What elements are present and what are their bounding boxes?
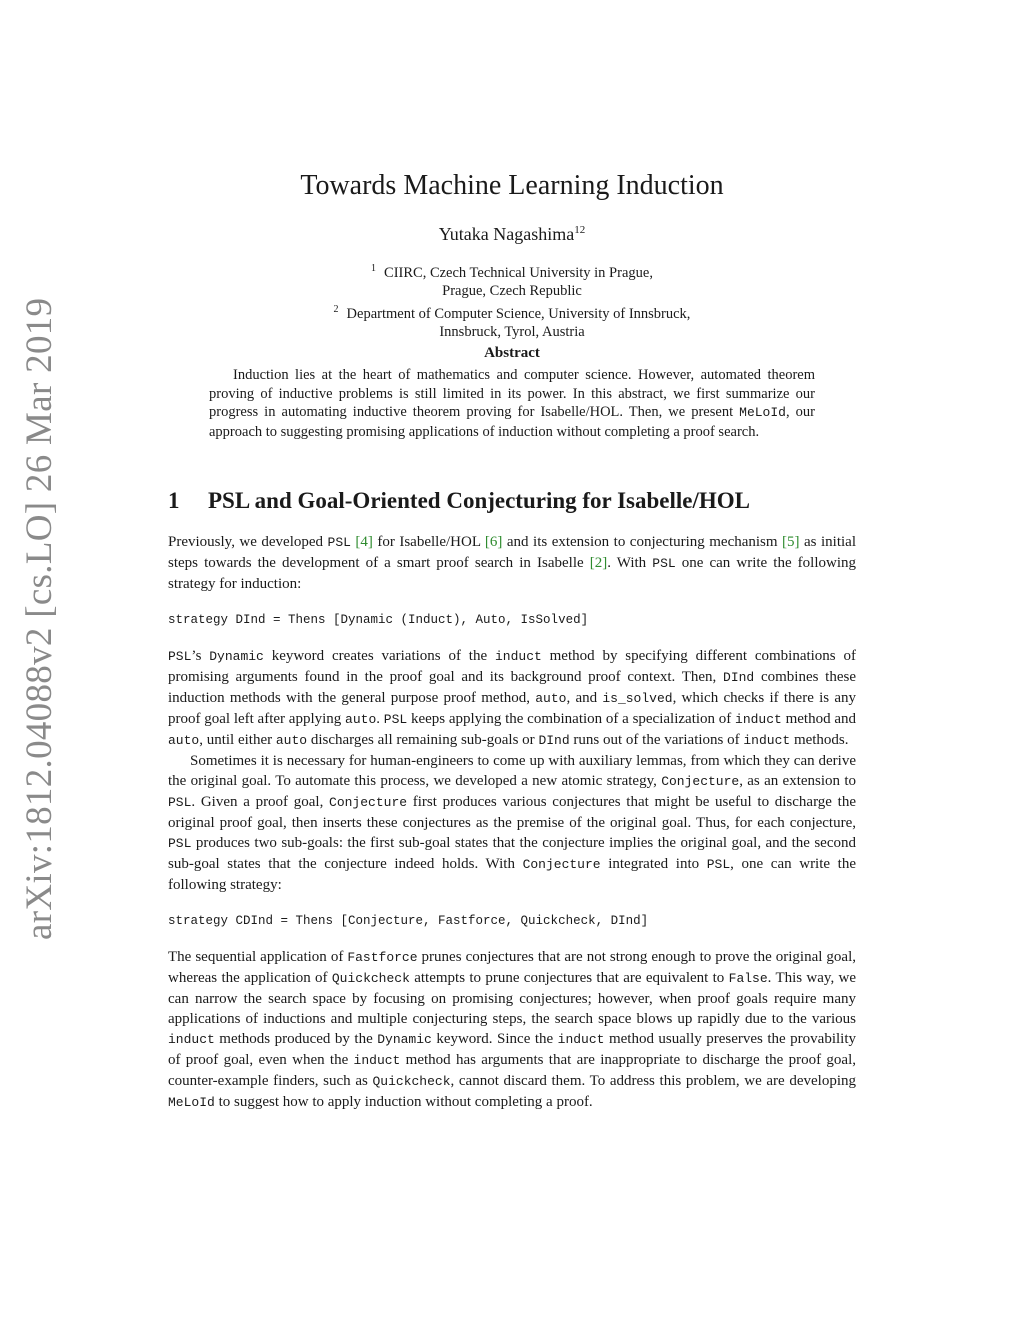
section-heading	[168, 486, 856, 516]
affiliation-line: Department of Computer Science, University of Innsbruck,	[346, 305, 691, 322]
citation-link[interactable]: [5]	[782, 534, 800, 550]
citation-link[interactable]: [6]	[484, 534, 503, 550]
section-1	[168, 486, 856, 1113]
affiliations	[168, 260, 856, 342]
author-name: Yutaka Nagashima	[438, 224, 575, 244]
affiliation-1	[168, 260, 856, 282]
author-line	[168, 218, 856, 246]
affiliation-mark: 1	[371, 263, 377, 274]
section-title: PSL and Goal-Oriented Conjecturing for Isabelle/HOL	[208, 488, 751, 513]
citation-link[interactable]: [2]	[589, 555, 608, 571]
paragraph-1: Previously, we developed PSL [4] for Isabelle/HOL [6] and its extension to conjecturing mechanism [5] as initial steps towards the development of a smart proof search in Isabelle [2]. With PSL one can write the following strategy for induction:	[168, 534, 857, 592]
citation-link[interactable]: [4]	[355, 534, 373, 550]
affiliation-line: CIIRC, Czech Technical University in Prague,	[384, 264, 653, 281]
affiliation-2	[168, 301, 856, 323]
affiliation-1-location: Prague, Czech Republic	[442, 283, 582, 300]
paragraph-2: PSL’s Dynamic keyword creates variations of the induct method by specifying different combinations of promising arguments found in the proof goal and its background proof context. Then, DInd combines these induction methods with the general purpose proof method, auto, and is_solved, which checks if there is any proof goal left after applying auto. PSL keeps applying the combination of a specialization of induct method and auto, until either auto discharges all remaining sub-goals or DInd runs out of the variations of induct methods.	[168, 648, 856, 748]
code-term: PSL	[652, 556, 676, 571]
code-term: MeLoId	[739, 405, 786, 421]
section-number: 1	[168, 488, 180, 513]
author-affiliation-marks: 12	[574, 224, 586, 236]
affiliation-2-location: Innsbruck, Tyrol, Austria	[439, 324, 585, 341]
arxiv-identifier-stamp: arXiv:1812.04088v2 [cs.LO] 26 Mar 2019	[19, 297, 60, 940]
paragraph-3: Sometimes it is necessary for human-engineers to come up with auxiliary lemmas, from which they can derive the original goal. To automate this process, we developed a new atomic strategy, Conjecture, as an extension to PSL. Given a proof goal, Conjecture first produces various conjectures that might be useful to discharge the original proof goal, then inserts these conjectures as the premise of the original goal. Thus, for each conjecture, PSL produces two sub-goals: the first sub-goal states that the conjecture implies the original goal, and the second sub-goal states that the conjecture indeed holds. With Conjecture integrated into PSL, one can write the following strategy:	[168, 753, 857, 893]
code-block-cdind: strategy CDInd = Thens [Conjecture, Fastforce, Quickcheck, DInd]	[168, 914, 649, 928]
code-term: PSL	[327, 535, 351, 550]
affiliation-mark: 2	[333, 303, 339, 315]
title-block	[168, 168, 856, 342]
abstract	[209, 345, 815, 441]
code-block-dind: strategy DInd = Thens [Dynamic (Induct), Auto, IsSolved]	[168, 613, 589, 627]
abstract-text: Induction lies at the heart of mathematics and computer science. However, automated theorem proving of inductive problems is still limited in its power. In this abstract, we first summarize our progress in automating inductive theorem proving for Isabelle/HOL. Then, we present MeLoId, our approach to suggesting promising applications of induction without completing a proof search.	[209, 367, 815, 440]
paragraph-4: The sequential application of Fastforce prunes conjectures that are not strong enough to prove the original goal, whereas the application of Quickcheck attempts to prune conjectures that are equivalent to False. This way, we can narrow the search space by focusing on promising conjectures; however, when proof goals require many applications of inductions and multiple conjecturing steps, the search space blows up rapidly due to the various induct methods produced by the Dynamic keyword. Since the induct method usually preserves the provability of proof goal, even when the induct method has arguments that are inappropriate to discharge the proof goal, counter-example finders, such as Quickcheck, cannot discard them. To address this problem, we are developing MeLoId to suggest how to apply induction without completing a proof.	[168, 949, 857, 1110]
abstract-heading: Abstract	[484, 345, 540, 361]
paper-title: Towards Machine Learning Induction	[300, 170, 724, 201]
